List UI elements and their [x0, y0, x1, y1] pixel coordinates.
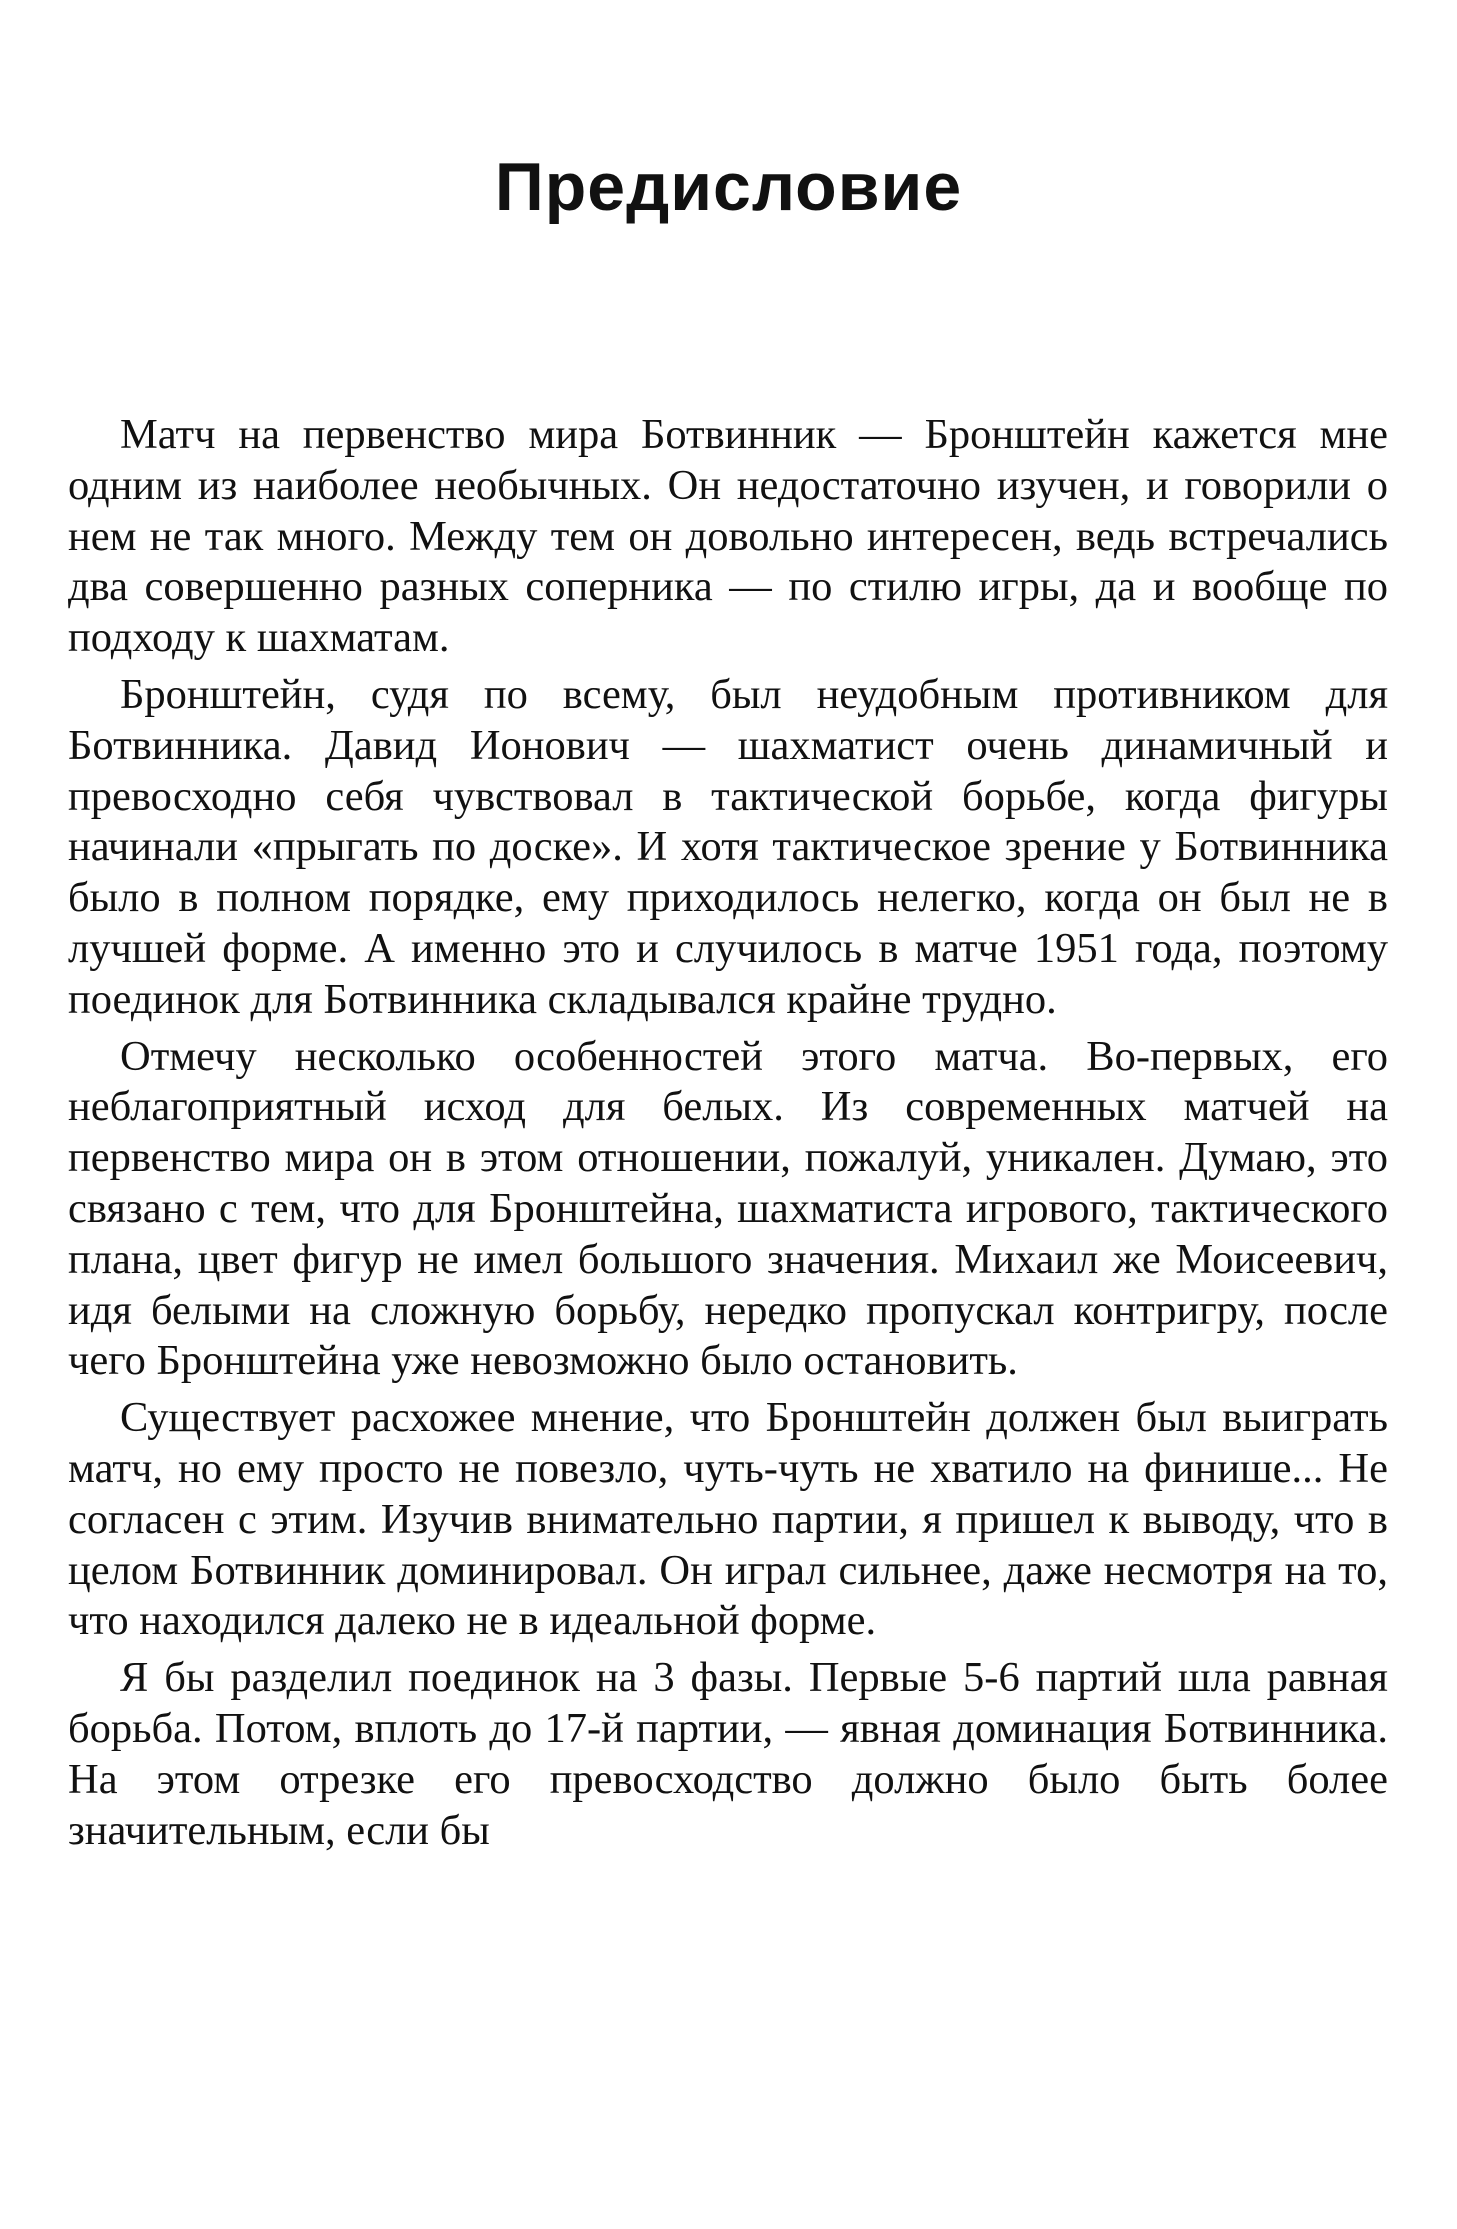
paragraph-2: Бронштейн, судя по всему, был неудобным противником для Ботвинника. Давид Ионович — шахматист очень динамичный и превосходно себя чувствовал в тактической борьбе, когда фигуры начинали «прыгать по доске». И хотя тактическое зрение у Ботвинника было в полном порядке, ему приходилось нелегко, когда он был не в лучшей форме. А именно это и случилось в матче 1951 года, поэтому поединок для Ботвинника складывался крайне трудно. — [68, 670, 1388, 1023]
paragraph-3: Отмечу несколько особенностей этого матча. Во-первых, его неблагоприятный исход для белых. Из современных матчей на первенство мира он в этом отношении, пожалуй, уникален. Думаю, это связано с тем, что для Бронштейна, шахматиста игрового, тактического плана, цвет фигур не имел большого значения. Михаил же Моисеевич, идя белыми на сложную борьбу, нередко пропускал контригру, после чего Бронштейна уже невозможно было остановить. — [68, 1032, 1388, 1385]
body-text — [68, 410, 1388, 1862]
paragraph-1: Матч на первенство мира Ботвинник — Бронштейн кажется мне одним из наиболее необычных. Он недостаточно изучен, и говорили о нем не так много. Между тем он довольно интересен, ведь встречались два совершенно разных соперника — по стилю игры, да и вообще по подходу к шахматам. — [68, 411, 1388, 662]
paragraph-4: Существует расхожее мнение, что Бронштейн должен был выиграть матч, но ему просто не повезло, чуть-чуть не хватило на финише... Не согласен с этим. Изучив внимательно партии, я пришел к выводу, что в целом Ботвинник доминировал. Он играл сильнее, даже несмотря на то, что находился далеко не в идеальной форме. — [68, 1394, 1388, 1645]
paragraph-5: Я бы разделил поединок на 3 фазы. Первые 5-6 партий шла равная борьба. Потом, вплоть до 17-й партии, — явная доминация Ботвинника. На этом отрезке его превосходство должно было быть более значительным, если бы — [68, 1654, 1388, 1854]
page-title: Предисловие — [494, 149, 963, 225]
